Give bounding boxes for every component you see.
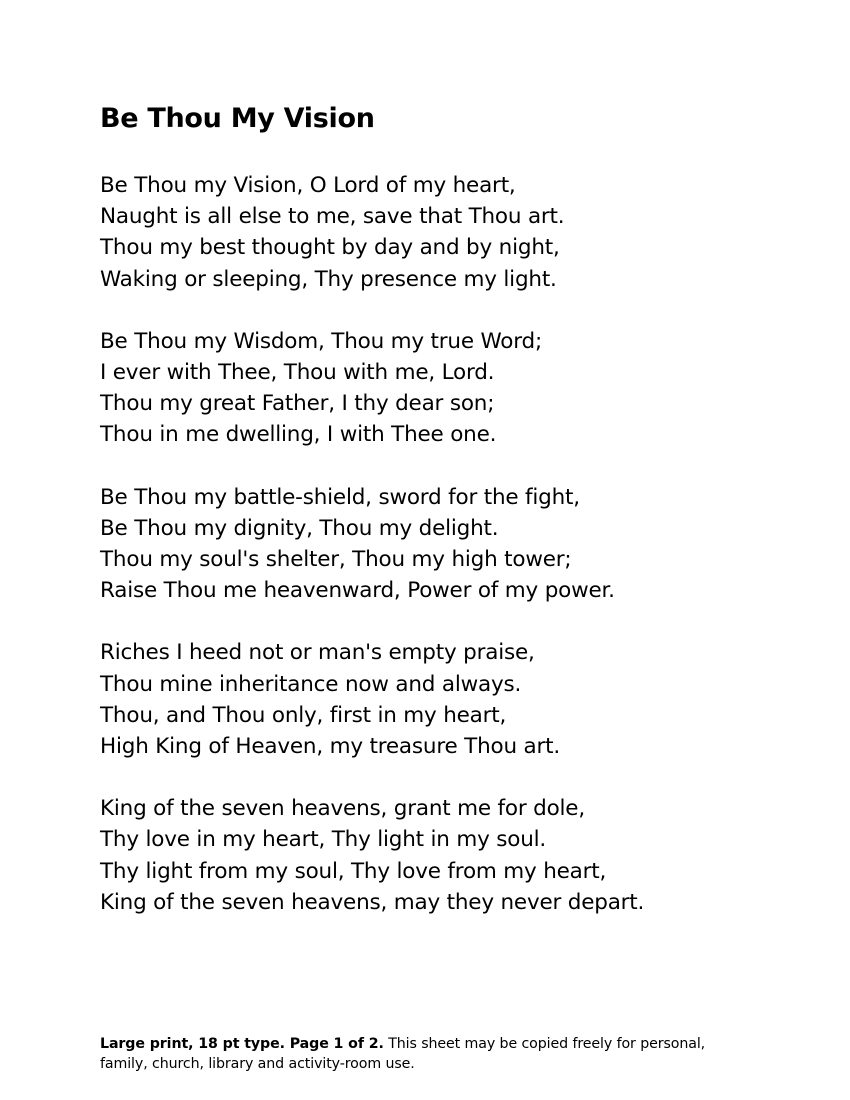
verse-4 (100, 637, 800, 762)
verse-3 (100, 482, 800, 607)
verse-line: King of the seven heavens, grant me for dole, (100, 796, 585, 822)
verse-line: I ever with Thee, Thou with me, Lord. (100, 360, 495, 386)
verse-line: Be Thou my battle-shield, sword for the fight, (100, 484, 580, 510)
verse-line: Be Thou my Wisdom, Thou my true Word; (100, 328, 543, 354)
verse-line: Naught is all else to me, save that Thou art. (100, 204, 565, 230)
verse-line: Thou my soul's shelter, Thou my high tower; (100, 547, 572, 573)
verse-line: Thy light from my soul, Thy love from my heart, (100, 858, 607, 884)
footer-print-info: Large print, 18 pt type. Page 1 of 2. (100, 1036, 384, 1052)
verse-line: King of the seven heavens, may they never depart. (100, 889, 645, 915)
verse-line: Thou, and Thou only, first in my heart, (100, 702, 507, 728)
verse-line: Thou my best thought by day and by night, (100, 235, 560, 261)
verse-line: Raise Thou me heavenward, Power of my power. (100, 578, 615, 604)
verse-line: Riches I heed not or man's empty praise, (100, 640, 535, 666)
verse-line: Be Thou my Vision, O Lord of my heart, (100, 173, 516, 198)
verse-line: Be Thou my dignity, Thou my delight. (100, 515, 499, 541)
verse-2 (100, 326, 800, 451)
footer-note (100, 1034, 740, 1074)
verse-line: Thou mine inheritance now and always. (100, 671, 522, 697)
verse-line: Thy love in my heart, Thy light in my soul. (100, 827, 547, 853)
verse-line: Thou my great Father, I thy dear son; (100, 391, 495, 417)
footer-copy-notice: This sheet may be copied freely for personal, family, church, library and activity-room use. (100, 1036, 706, 1072)
hymn-title: Be Thou My Vision (100, 103, 375, 134)
verse-5 (100, 793, 800, 918)
hymn-verses (100, 170, 800, 949)
verse-line: High King of Heaven, my treasure Thou art. (100, 734, 561, 760)
verse-line: Thou in me dwelling, I with Thee one. (100, 422, 497, 448)
verse-1 (100, 170, 800, 295)
verse-line: Waking or sleeping, Thy presence my light. (100, 266, 557, 292)
